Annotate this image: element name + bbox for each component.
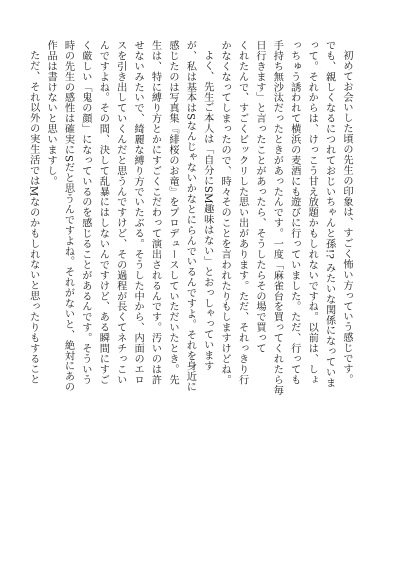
text-line: 手持ち無沙汰だったときがあったんです。一度「麻雀台を買ってくれたら毎: [271, 40, 283, 396]
text-line: ただ、それ以外の実生活ではMなのかもしれないと思ったりもすること: [27, 50, 39, 385]
text-line: かなくなってしまったので、時々そのことを言われたりもしますけどね。: [219, 40, 231, 385]
text-line: が、私は基本はSなんじゃないかなとにらんでいるんですよ。それを身近に: [184, 40, 196, 393]
text-line: 生は、特に縛り方とかにすごくこだわって演出されるんです。汚いのは許: [149, 40, 161, 385]
text-line: くれたんで、すごくビックリした思い出があります。ただ、それっきり行: [236, 40, 248, 385]
text-line: よく、先生ご本人は「自分にSM趣味はない」とおっしゃっています: [201, 50, 213, 372]
text-line: スを引き出していくんだと思うんですけど、その過程が長くてネチっこい: [114, 40, 126, 385]
text-line: んですよね。その間、決して乱暴にはしないんですけど、ある瞬間にすご: [97, 40, 109, 385]
text-line: 時の先生の感性は確実にSだと思うんですよね。それがないと、絶対にあの: [62, 40, 74, 393]
text-line: 日行きます」と言ったことがあったら、そうしたらその場で買って: [253, 40, 265, 354]
text-line: せないみたいで、綺麗な縛り方でいたぶる。そうした中から、内面のエロ: [132, 40, 144, 385]
text-line: 感じたのは写真集『緋桜のお竜』をプロデュースしていただいたとき。先: [166, 40, 178, 385]
text-line: 初めてお会いした頃の先生の印象は、すごく怖い方っていう感じです。: [341, 50, 352, 385]
text-line: く厳しい「鬼の顔」になっているのを感じることがあるんです。そういう: [79, 40, 91, 385]
text-line: って。それからは、けっこう甘え放題かもしれないですね。以前は、しょ: [306, 40, 318, 385]
text-line: っちゅう誘われて横浜の麦酒にも遊びに行っていました。ただ、行っても: [288, 40, 300, 385]
text-line: でも、親しくなるにつれておじいちゃんと孫!? みたいな関係になっていま: [323, 40, 335, 388]
vertical-text-body: [27, 40, 355, 396]
text-line: 作品は書けないと思いますし。: [45, 40, 57, 187]
